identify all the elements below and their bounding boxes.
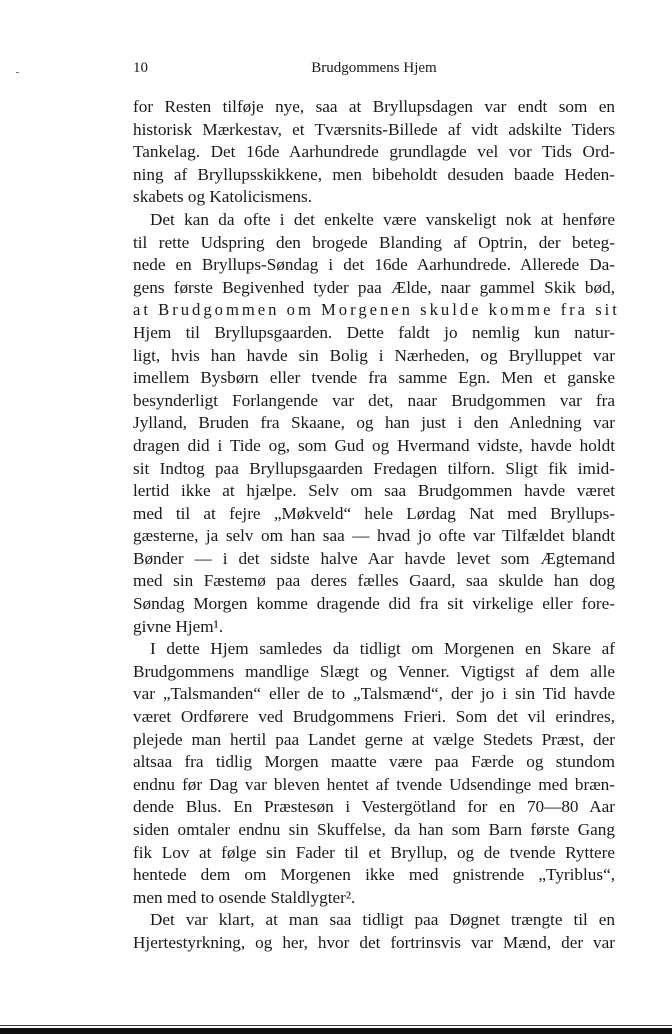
text-line: historisk Mærkestav, et Tværsnits-Billede af vidt adskilte Tiders [133,119,615,139]
text-line: Det var klart, at man saa tidligt paa Døgnet trængte til en [150,910,615,930]
text-line: var „Talsmanden“ eller de to „Talsmænd“, der jo i sin Tid havde [133,684,615,704]
text-line: dende Blus. En Præstesøn i Vestergötland for en 70—80 Aar [133,797,615,817]
text-line: gæsterne, ja selv om han saa — hvad jo ofte var Tilfældet blandt [133,526,615,546]
text-line: imellem Bysbørn eller tvende fra samme Egn. Men et ganske [133,368,615,388]
text-line: for Resten tilføje nye, saa at Bryllupsdagen var endt som en [133,97,615,116]
body-text [133,96,620,955]
running-title: Brudgommens Hjem [311,60,437,76]
text-line: Jylland, Bruden fra Skaane, og han just i den Anledning var [133,413,615,433]
text-line: plejede man hertil paa Landet gerne at vælge Stedets Præst, der [133,729,615,749]
text-line: med til at fejre „Møkveld“ hele Lørdag Nat med Bryllups- [133,503,615,523]
text-line: altsaa fra tidlig Morgen maatte være paa Færde og stundom [133,752,615,772]
text-line: I dette Hjem samledes da tidligt om Morgenen en Skare af [150,639,615,659]
page-number: 10 [133,60,148,76]
text-line: ligt, hvis han havde sin Bolig i Nærheden, og Brylluppet var [133,345,615,365]
text-line: at Brudgommen om Morgenen skulde komme fra sit [133,300,620,320]
text-line: Hjem til Bryllupsgaarden. Dette faldt jo nemlig kun natur- [133,322,615,342]
text-line: lertid ikke at hjælpe. Selv om saa Brudgommen havde været [133,481,615,501]
text-line: nede en Bryllups-Søndag i det 16de Aarhundrede. Allerede Da- [133,255,615,275]
text-line: Hjertestyrkning, og her, hvor det fortrinsvis var Mænd, der var [133,932,615,952]
text-line: Det kan da ofte i det enkelte være vanskeligt nok at henføre [150,209,615,229]
text-line: til rette Udspring den brogede Blanding af Optrin, der beteg- [133,232,615,252]
paragraph [133,909,615,954]
paragraph [133,638,615,909]
text-line: været Ordførere ved Brudgommens Frieri. Som det vil erindres, [133,707,615,727]
text-line: hentede dem om Morgenen ikke med gnistrende „Tyriblus“, [133,865,615,885]
text-line: Bønder — i det sidste halve Aar havde levet som Ægtemand [133,548,615,568]
scan-edge-rule [0,1025,672,1026]
text-line: sit Indtog paa Bryllupsgaarden Fredagen tilforn. Sligt fik imid- [133,458,615,478]
text-line: Søndag Morgen komme dragende did fra sit virkelige eller fore- [133,594,615,614]
text-line: skabets og Katolicismens. [133,187,313,207]
text-line: endnu før Dag var bleven hentet af tvende Udsendinge med bræn- [133,774,615,794]
text-line: besynderligt Forlangende var det, naar Brudgommen var fra [133,390,615,410]
paragraph [133,96,615,209]
paragraph [133,209,620,638]
text-line: med sin Fæstemø paa deres fælles Gaard, saa skulde han dog [133,571,615,591]
scan-speck [16,72,19,73]
page-header [133,60,615,82]
text-line: siden omtaler endnu sin Skuffelse, da han som Barn første Gang [133,820,615,839]
text-line: ning af Bryllupsskikkene, men bibeholdt desuden baade Heden- [133,164,615,184]
text-line: givne Hjem¹. [133,616,224,636]
text-line: gens første Begivenhed tyder paa Ælde, naar gammel Skik bød, [133,277,615,297]
text-line: dragen did i Tide og, som Gud og Hvermand vidste, havde holdt [133,435,615,455]
text-line: Tankelag. Det 16de Aarhundrede grundlagde vel vor Tids Ord- [133,142,615,162]
text-line: Brudgommens mandlige Slægt og Venner. Vigtigst af dem alle [133,661,615,681]
scan-edge-bar [0,1028,672,1034]
text-line: men med to osende Staldlygter². [133,887,356,907]
text-line: fik Lov at følge sin Fader til et Bryllup, og de tvende Ryttere [133,842,615,862]
